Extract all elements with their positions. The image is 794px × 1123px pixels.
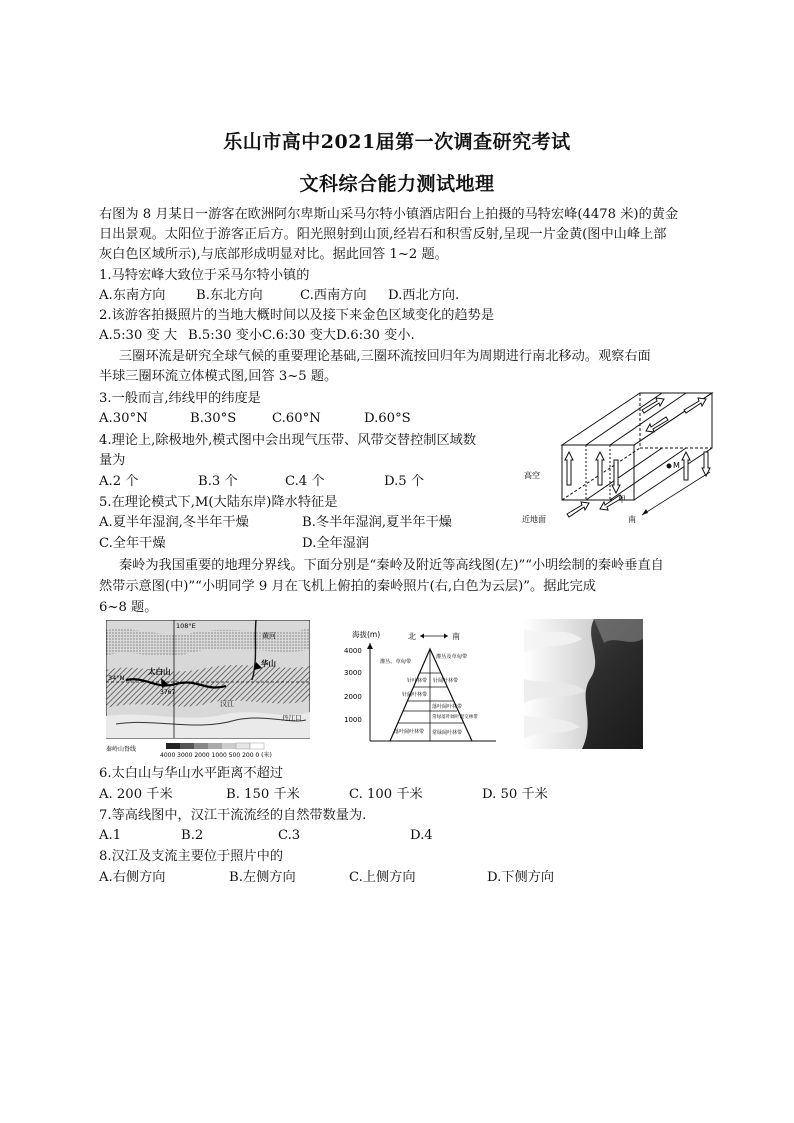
map-hanjiang-label: 汉江 [220, 700, 234, 708]
q1-option-d[interactable]: D.西北方向. [388, 288, 460, 303]
q8-option-c[interactable]: C.上侧方向 [349, 870, 416, 885]
q7-option-a[interactable]: A.1 [99, 828, 122, 843]
q3-option-b[interactable]: B.30°S [190, 411, 237, 426]
q2-option-b[interactable]: B.5:30 变小 [188, 328, 263, 343]
label-north: 北 [408, 632, 416, 641]
legend-swatch-3000 [180, 743, 194, 749]
map-river-label: 黄河 [262, 632, 276, 640]
label-south: 南 [452, 632, 460, 641]
q6-stem: 6.太白山与华山水平距离不超过 [99, 766, 284, 781]
q2-option-d[interactable]: D.6:30 变小. [336, 328, 415, 343]
intro2-line2: 半球三圈环流立体模式图,回答 3~5 题。 [99, 369, 338, 384]
q2-stem: 2.该游客拍摄照片的当地大概时间以及接下来金色区域变化的趋势是 [99, 308, 495, 323]
q3-option-c[interactable]: C.60°N [272, 411, 321, 426]
zone-north-conifer: 针叶林带 [407, 678, 428, 684]
legend-swatch-200 [236, 743, 250, 749]
q1-stem: 1.马特宏峰大致位于采马尔特小镇的 [99, 268, 310, 283]
zone-north-mixed: 针阔叶林带 [402, 692, 428, 698]
m-label: M [673, 461, 680, 470]
q5-option-b[interactable]: B.冬半年湿润,夏半年干燥 [302, 515, 452, 530]
zone-north-top: 灌丛、草甸带 [380, 659, 412, 665]
y-axis-arrow-icon [367, 643, 373, 649]
q7-option-c[interactable]: C.3 [278, 828, 301, 843]
q7-option-b[interactable]: B.2 [181, 828, 204, 843]
legend-swatch-4000 [166, 743, 180, 749]
page-title: 乐山市高中2021届第一次调查研究考试 [223, 131, 571, 153]
y-axis-title: 海拔(m) [352, 630, 381, 639]
intro3-line1: 秦岭为我国重要的地理分界线。下面分别是“秦岭及附近等高线图(左)”“小明绘制的秦岭垂直自 [119, 558, 664, 573]
y-tick-1000: 1000 [344, 716, 362, 724]
y-tick-2000: 2000 [344, 693, 362, 701]
q3-stem: 3.一般而言,纬线甲的纬度是 [99, 391, 261, 406]
map-legend-scale: 4000 3000 2000 1000 500 200 0 (米) [160, 752, 272, 758]
zone-south-mixed: 针阔叶林带 [433, 678, 459, 684]
q4-option-a[interactable]: A.2 个 [99, 474, 139, 489]
y-tick-3000: 3000 [344, 669, 362, 677]
map-taibai-label: 太白山 [148, 667, 171, 676]
map-danjiangkou-label: 丹江口 [282, 714, 302, 722]
zone-south-evergreen: 常绿阔叶林带 [432, 730, 463, 736]
q5-stem: 5.在理论模式下,M(大陆东岸)降水特征是 [99, 495, 338, 510]
intro3-line2: 然带示意图(中)”“小明同学 9 月在飞机上俯拍的秦岭照片(右,白色为云层)”。据此完成 [99, 579, 596, 594]
q8-option-b[interactable]: B.左侧方向 [229, 870, 296, 885]
map-lon-label: 108°E [176, 622, 196, 630]
map-huashan-label: 华山 [261, 659, 276, 668]
q8-option-a[interactable]: A.右侧方向 [99, 870, 166, 885]
label-south: 南 [628, 515, 636, 524]
q4-stem-line1: 4.理论上,除极地外,模式图中会出现气压带、风带交替控制区域数 [99, 433, 477, 448]
q4-stem-line2: 量为 [99, 453, 126, 468]
arrow-right-icon [444, 634, 448, 639]
q8-stem: 8.汉江及支流主要位于照片中的 [99, 849, 284, 864]
q1-option-b[interactable]: B.东北方向 [196, 288, 263, 303]
m-point-marker [667, 464, 672, 469]
label-near-ground: 近地面 [522, 515, 546, 524]
q6-option-c[interactable]: C. 100 千米 [349, 787, 423, 802]
zone-north-deciduous: 落叶阔叶林带 [394, 729, 425, 735]
map-taibai-height: 3767 [160, 689, 176, 696]
qinling-aerial-photo [524, 619, 643, 749]
legend-swatch-0 [250, 743, 264, 749]
q5-option-d[interactable]: D.全年湿润 [302, 536, 370, 551]
q7-stem: 7.等高线图中，汉江干流流经的自然带数量为. [99, 808, 367, 823]
q4-option-b[interactable]: B.3 个 [198, 474, 238, 489]
q5-option-a[interactable]: A.夏半年湿润,冬半年干燥 [99, 515, 249, 530]
label-high-altitude: 高空 [524, 471, 540, 480]
map-lat-label: 34°N [108, 674, 125, 682]
intro2-line1: 三圈环流是研究全球气候的重要理论基础,三圈环流按回归年为周期进行南北移动。观察右面 [119, 349, 651, 364]
q2-option-a[interactable]: A.5:30 变 大 [99, 328, 178, 343]
q6-option-a[interactable]: A. 200 千米 [99, 787, 173, 802]
q6-option-b[interactable]: B. 150 千米 [226, 787, 300, 802]
zone-south-top: 灌丛及草甸带 [436, 654, 468, 660]
intro1-line2: 日出景观。太阳位于游客正后方。阳光照射到山顶,经岩石和积雪反射,呈现一片金黄(图中山峰上部 [99, 227, 667, 242]
page-subtitle: 文科综合能力测试地理 [299, 173, 495, 195]
zone-south-evergreen-mixed: 常绿落叶阔叶混交林带 [432, 715, 478, 720]
qinling-contour-map [106, 620, 310, 758]
q1-option-a[interactable]: A.东南方向 [99, 288, 166, 303]
south-direction-line [642, 472, 710, 515]
arrow-left-icon [420, 634, 424, 639]
q5-option-c[interactable]: C.全年干燥 [99, 536, 166, 551]
q3-option-d[interactable]: D.60°S [364, 411, 411, 426]
intro1-line1: 右图为 8 月某日一游客在欧洲阿尔卑斯山采马尔特小镇酒店阳台上拍摄的马特宏峰(4478 米)的黄金 [99, 207, 679, 222]
q4-option-c[interactable]: C.4 个 [285, 474, 325, 489]
south-arrow-icon [642, 509, 648, 515]
zone-south-deciduous: 落叶阔叶林带 [432, 704, 463, 710]
q7-option-d[interactable]: D.4 [410, 828, 433, 843]
q3-option-a[interactable]: A.30°N [99, 411, 148, 426]
legend-swatch-1000 [208, 743, 222, 749]
legend-swatch-500 [222, 743, 236, 749]
legend-swatch-2000 [194, 743, 208, 749]
map-legend-title: 秦岭山脊线 [106, 746, 137, 753]
intro3-line3: 6~8 题。 [99, 600, 158, 615]
q8-option-d[interactable]: D.下侧方向 [487, 870, 555, 885]
circulation-3d-figure [522, 390, 720, 530]
q1-option-c[interactable]: C.西南方向 [300, 288, 367, 303]
intro1-line3: 灰白色区域所示),与底部形成明显对比。据此回答 1~2 题。 [99, 247, 448, 262]
qinling-vertical-zone-diagram [330, 625, 500, 747]
y-tick-4000: 4000 [344, 647, 362, 655]
q2-option-c[interactable]: C.6:30 变大 [262, 328, 336, 343]
q4-option-d[interactable]: D.5 个 [384, 474, 425, 489]
label-jia: 甲 [618, 495, 626, 504]
q6-option-d[interactable]: D. 50 千米 [482, 787, 548, 802]
